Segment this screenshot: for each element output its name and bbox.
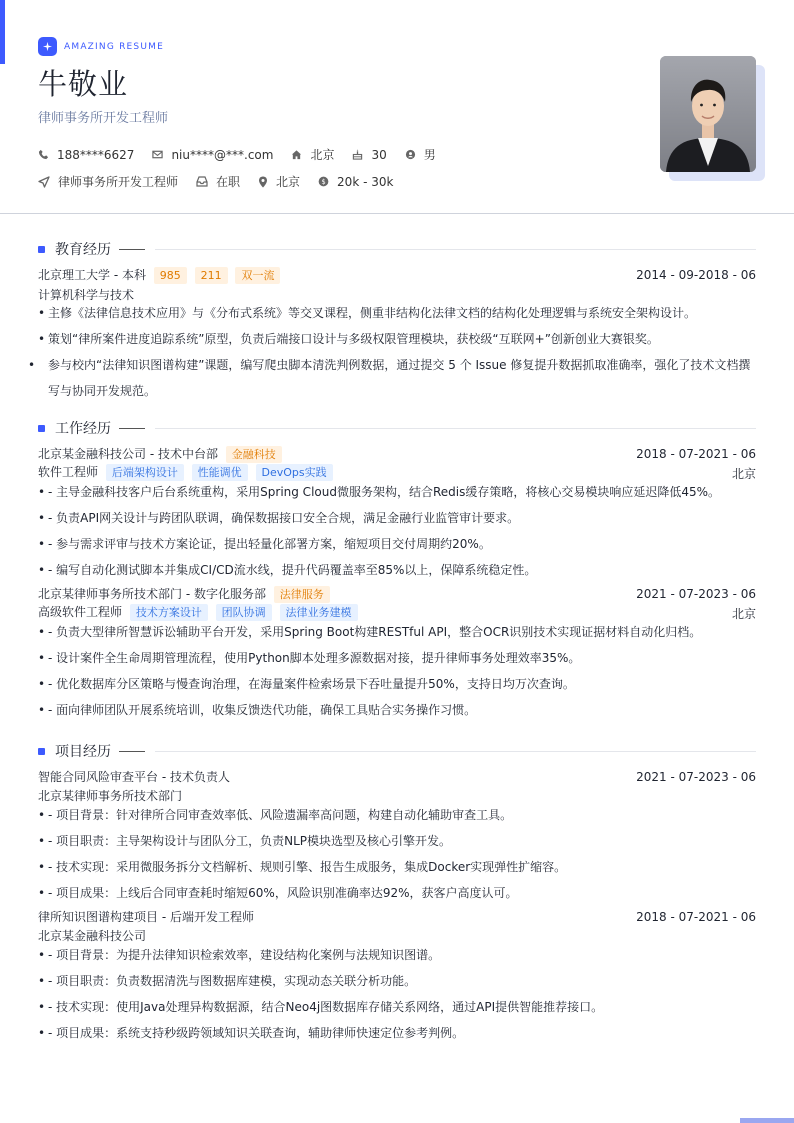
list-item: • - 参与需求评审与技术方案论证，提出轻量化部署方案，缩短项目交付周期约20%。 [38, 537, 491, 551]
profile-photo [660, 56, 756, 172]
cake-icon [352, 149, 363, 160]
project-org: 北京某金融科技公司 [38, 929, 147, 943]
project-name: 律所知识图谱构建项目 - 后端开发工程师 [38, 910, 254, 924]
brand-text: AMAZING RESUME [64, 41, 164, 52]
company-name: 北京某金融科技公司 - 技术中台部 [38, 447, 218, 461]
section-header-projects [38, 741, 756, 761]
svg-text:$: $ [321, 177, 326, 186]
candidate-name: 牛敬业 [38, 67, 129, 101]
header-divider [0, 213, 794, 214]
brand [38, 37, 164, 56]
school-tag: 211 [195, 267, 228, 284]
school-tag: 双一流 [235, 267, 280, 284]
section-header-education [38, 239, 756, 259]
section-rule [155, 428, 756, 429]
list-item: • - 项目背景：为提升法律知识检索效率，建设结构化案例与法规知识图谱。 [38, 948, 441, 962]
skill-tag: 法律业务建模 [280, 604, 358, 621]
contact-row-job [38, 173, 411, 190]
age-item [352, 148, 386, 162]
list-item: • - 负责大型律所智慧诉讼辅助平台开发，采用Spring Boot构建RESTful API，整合OCR识别技术实现证据材料自动化归档。 [38, 625, 702, 639]
list-item: • 主修《法律信息技术应用》与《分布式系统》等交叉课程，侧重非结构化法律文档的结构化处理逻辑与系统安全架构设计。 [38, 306, 697, 320]
gender-item [405, 146, 436, 163]
section-rule [155, 249, 756, 250]
list-item: • - 技术实现：采用微服务拆分文档解析、规则引擎、报告生成服务，集成Docker实现弹性扩缩容。 [38, 860, 567, 874]
company-name: 北京某律师事务所技术部门 - 数字化服务部 [38, 587, 266, 601]
list-item: • - 项目职责：负责数据清洗与图数据库建模，实现动态关联分析功能。 [38, 974, 417, 988]
salary-item [318, 175, 393, 189]
send-icon [38, 176, 50, 188]
section-bullet-icon [38, 748, 45, 755]
mail-icon [152, 149, 163, 160]
location-pin-icon [258, 176, 268, 188]
section-bullet-icon [38, 425, 45, 432]
section-dash [119, 428, 145, 429]
list-item: • - 项目成果：上线后合同审查耗时缩短60%，风险识别准确率达92%，获客户高度认可。 [38, 886, 518, 900]
section-title: 教育经历 [55, 242, 111, 258]
list-item: • 策划“律所案件进度追踪系统”原型，负责后端接口设计与多级权限管理模块，获校级“互联网+”创新创业大赛银奖。 [38, 332, 659, 346]
list-item: • - 项目背景：针对律所合同审查效率低、风险遗漏率高问题，构建自动化辅助审查工具。 [38, 808, 513, 822]
skill-tag: DevOps实践 [256, 464, 333, 481]
contact-row-personal [38, 146, 454, 163]
job-date: 2018 - 07-2021 - 06 [636, 447, 756, 461]
email-text: niu****@***.com [171, 147, 274, 162]
section-bullet-icon [38, 246, 45, 253]
accent-bar-bottom [740, 1118, 794, 1123]
job-location: 北京 [731, 467, 756, 481]
section-header-work [38, 418, 756, 438]
home-icon [291, 149, 302, 160]
city-item [291, 146, 334, 163]
target-city-text: 北京 [276, 175, 301, 189]
skill-tag: 团队协调 [216, 604, 272, 621]
age-text: 30 [371, 147, 387, 162]
list-item: • - 编写自动化测试脚本并集成CI/CD流水线，提升代码覆盖率至85%以上，保障系统稳定性。 [38, 563, 537, 577]
project-org: 北京某律师事务所技术部门 [38, 789, 183, 803]
list-item: • - 项目职责：主导架构设计与团队分工，负责NLP模块选型及核心引擎开发。 [38, 834, 452, 848]
job-date: 2021 - 07-2023 - 06 [636, 587, 756, 601]
email-item [152, 148, 273, 162]
gender-icon [405, 149, 416, 160]
salary-text: 20k - 30k [337, 174, 394, 189]
target-role-text: 律师事务所开发工程师 [58, 175, 179, 189]
section-dash [119, 751, 145, 752]
target-role-item [38, 173, 178, 190]
list-item: • - 设计案件全生命周期管理流程，使用Python脚本处理多源数据对接，提升律师事务处理效率35%。 [38, 651, 581, 665]
section-dash [119, 249, 145, 250]
money-icon [318, 176, 329, 187]
section-title: 项目经历 [55, 744, 111, 760]
city-text: 北京 [310, 148, 335, 162]
section-title: 工作经历 [55, 421, 111, 437]
project-name: 智能合同风险审查平台 - 技术负责人 [38, 770, 230, 784]
target-city-item [258, 173, 300, 190]
project-date: 2018 - 07-2021 - 06 [636, 910, 756, 924]
list-item: • - 优化数据库分区策略与慢查询治理，在海量案件检索场景下吞吐量提升50%，支持日均万次查询。 [38, 677, 575, 691]
status-item [196, 173, 240, 190]
job-title: 高级软件工程师 [38, 605, 123, 619]
list-item: • - 主导金融科技客户后台系统重构，采用Spring Cloud微服务架构，结合Redis缓存策略，将核心交易模块响应延迟降低45%。 [38, 485, 721, 499]
list-item: • - 项目成果：系统支持秒级跨领域知识关联查询，辅助律师快速定位参考判例。 [38, 1026, 465, 1040]
accent-bar-top [0, 0, 5, 64]
job-title: 软件工程师 [38, 465, 99, 479]
phone-icon [38, 149, 49, 160]
project-date: 2021 - 07-2023 - 06 [636, 770, 756, 784]
skill-tag: 性能调优 [192, 464, 248, 481]
school-tag: 985 [154, 267, 187, 284]
list-item: • - 技术实现：使用Java处理异构数据源，结合Neo4j图数据库存储关系网络，通过API提供智能推荐接口。 [38, 1000, 604, 1014]
section-rule [155, 751, 756, 752]
industry-tag: 法律服务 [274, 586, 330, 603]
list-item: • - 面向律师团队开展系统培训，收集反馈迭代功能，确保工具贴合实务操作习惯。 [38, 703, 477, 717]
inbox-icon [196, 176, 208, 187]
list-item: • - 负责API网关设计与跨团队联调，确保数据接口安全合规，满足金融行业监管审计要求。 [38, 511, 520, 525]
industry-tag: 金融科技 [226, 446, 282, 463]
sparkle-icon [38, 37, 57, 56]
status-text: 在职 [216, 175, 241, 189]
candidate-subtitle: 律师事务所开发工程师 [38, 111, 169, 126]
phone-text: 188****6627 [57, 147, 135, 162]
list-item: • 参与校内“法律知识图谱构建”课题，编写爬虫脚本清洗判例数据，通过提交 5 个 Issue 修复提升数据抓取准确率，强化了技术文档撰写与协同开发规范。 [28, 358, 751, 398]
school-name: 北京理工大学 - 本科 [38, 268, 146, 282]
skill-tag: 后端架构设计 [106, 464, 184, 481]
phone-item [38, 148, 134, 162]
education-date: 2014 - 09-2018 - 06 [636, 268, 756, 282]
skill-tag: 技术方案设计 [130, 604, 208, 621]
education-major: 计算机科学与技术 [38, 288, 135, 302]
job-location: 北京 [731, 607, 756, 621]
gender-text: 男 [423, 148, 436, 162]
